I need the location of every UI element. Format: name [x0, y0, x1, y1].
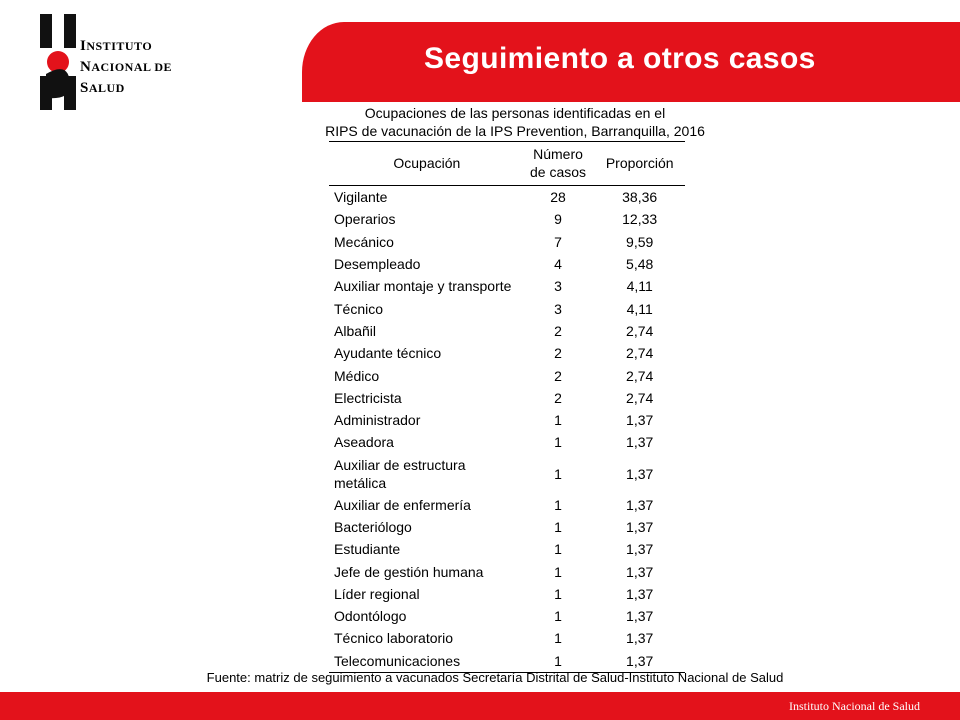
table-row [329, 516, 685, 538]
cell-cases: 1 [554, 496, 562, 513]
cell-proportion: 2,74 [626, 389, 654, 406]
table-row [329, 605, 685, 627]
cell-occupation: Telecomunicaciones [334, 652, 461, 669]
table-row [329, 342, 685, 364]
cell-occupation: Vigilante [334, 189, 388, 206]
caption-line-1: Ocupaciones de las personas identificadas en el [364, 105, 666, 121]
cell-proportion: 1,37 [626, 465, 654, 482]
table-row [329, 297, 685, 319]
cell-proportion: 2,74 [626, 322, 654, 339]
footer-text: Instituto Nacional de Salud [789, 699, 920, 713]
table-caption [300, 104, 730, 140]
cell-cases: 1 [554, 434, 562, 451]
cell-occupation: Administrador [334, 412, 421, 429]
table-row [329, 387, 685, 409]
occupations-table [329, 141, 685, 673]
cell-occupation: Auxiliar de enfermería [334, 496, 471, 513]
cell-cases: 2 [554, 367, 562, 384]
cell-proportion: 4,11 [626, 300, 653, 317]
cell-occupation: Estudiante [334, 541, 401, 558]
cell-proportion: 1,37 [626, 608, 654, 625]
cell-cases: 3 [554, 278, 562, 295]
cell-cases: 1 [554, 630, 562, 647]
cell-proportion: 1,37 [626, 434, 654, 451]
table-row [329, 253, 685, 275]
cell-cases: 3 [554, 300, 562, 317]
cell-cases: 9 [554, 211, 562, 228]
cell-occupation: Ayudante técnico [334, 345, 442, 362]
cell-proportion: 2,74 [626, 367, 654, 384]
caption-line-2: RIPS de vacunación de la IPS Prevention, Barranquilla, 2016 [325, 123, 705, 139]
cell-occupation: Mecánico [334, 233, 394, 250]
footer-bar [0, 692, 960, 720]
cell-proportion: 1,37 [626, 496, 654, 513]
table-row [329, 454, 685, 494]
cell-proportion: 1,37 [626, 541, 654, 558]
cell-cases: 1 [554, 519, 562, 535]
ins-logo-mark-icon [40, 14, 76, 110]
cell-proportion: 9,59 [626, 233, 654, 250]
table-row [329, 583, 685, 605]
cell-proportion: 1,37 [626, 412, 654, 429]
table-row [329, 431, 685, 453]
table-row [329, 208, 685, 230]
cell-occupation: Desempleado [334, 256, 421, 273]
cell-proportion: 1,37 [626, 519, 654, 535]
cell-cases: 1 [554, 541, 562, 558]
table-row [329, 627, 685, 649]
logo-wordmark: INSTITUTO NACIONAL DE SALUD [80, 38, 173, 96]
cell-cases: 4 [554, 256, 562, 273]
cell-cases: 1 [554, 412, 562, 429]
table-row [329, 538, 685, 560]
table-row [329, 275, 685, 297]
cell-cases: 1 [554, 465, 562, 482]
cell-occupation: Médico [334, 367, 380, 384]
table-row [329, 409, 685, 431]
table-row [329, 560, 685, 582]
cell-occupation: Electricista [334, 389, 402, 406]
cell-occupation: Aseadora [334, 434, 394, 451]
cell-cases: 2 [554, 345, 562, 362]
cell-occupation: Odontólogo [334, 608, 407, 625]
cell-proportion: 2,74 [626, 345, 654, 362]
cell-proportion: 1,37 [626, 630, 654, 647]
cell-cases: 28 [550, 189, 566, 206]
cell-proportion: 1,37 [626, 585, 654, 602]
cell-occupation: Jefe de gestión humana [334, 563, 484, 580]
institution-logo [40, 14, 190, 110]
cell-cases: 7 [554, 233, 562, 250]
cell-occupation: Auxiliar de estructura metálica [334, 456, 466, 491]
table-row [329, 320, 685, 342]
cell-occupation: Técnico [334, 300, 384, 317]
table-header-row [329, 141, 685, 186]
cell-proportion: 38,36 [622, 189, 658, 206]
cell-occupation: Operarios [334, 211, 396, 228]
header-cases: Número de casos [530, 146, 587, 180]
cell-proportion: 12,33 [622, 211, 658, 228]
table-row [329, 494, 685, 516]
page-title: Seguimiento a otros casos [424, 42, 816, 75]
header-occupation: Ocupación [393, 155, 461, 171]
cell-proportion: 5,48 [626, 256, 654, 273]
cell-occupation: Bacteriólogo [334, 519, 412, 535]
cell-cases: 1 [554, 652, 562, 669]
cell-cases: 1 [554, 563, 562, 580]
table-row [329, 364, 685, 386]
cell-cases: 2 [554, 389, 562, 406]
cell-proportion: 1,37 [626, 652, 654, 669]
header-proportion: Proporción [605, 155, 674, 171]
cell-cases: 2 [554, 322, 562, 339]
table-row [329, 231, 685, 253]
cell-proportion: 4,11 [626, 278, 653, 295]
cell-cases: 1 [554, 608, 562, 625]
source-note: Fuente: matriz de seguimiento a vacunados Secretaría Distrital de Salud-Instituto Nacional de Salud [206, 670, 784, 685]
table-row [329, 186, 685, 209]
cell-occupation: Técnico laboratorio [334, 630, 454, 647]
cell-occupation: Albañil [334, 322, 377, 339]
cell-occupation: Auxiliar montaje y transporte [334, 278, 512, 295]
cell-proportion: 1,37 [626, 563, 654, 580]
cell-occupation: Líder regional [334, 585, 420, 602]
cell-cases: 1 [554, 585, 562, 602]
